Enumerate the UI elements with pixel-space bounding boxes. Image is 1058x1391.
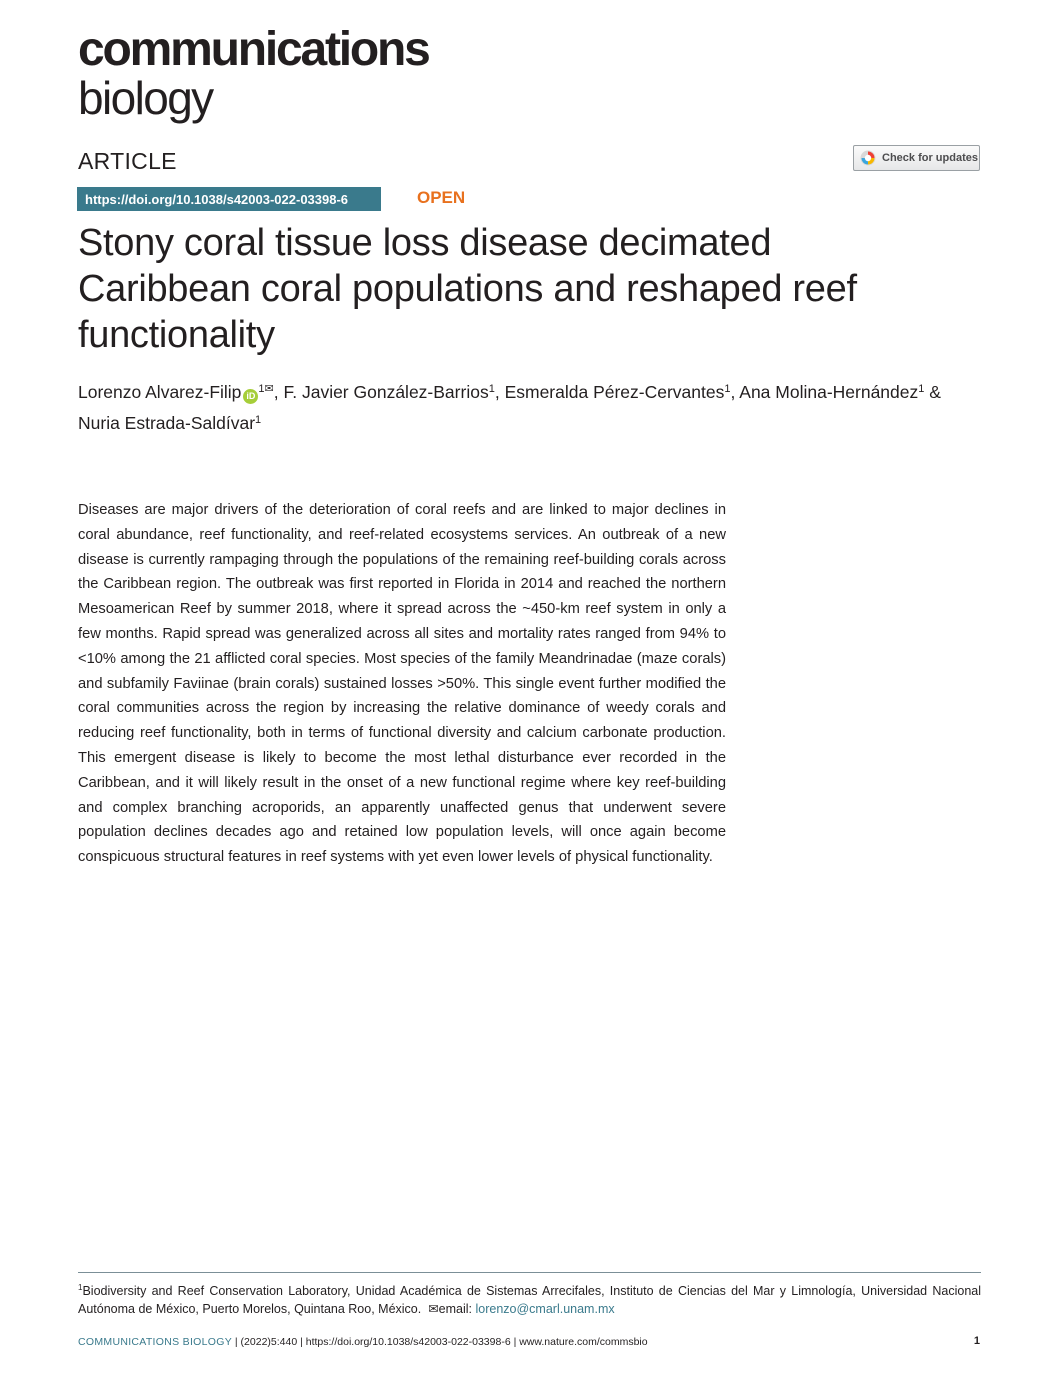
journal-name-line2: biology [78, 72, 213, 124]
journal-name-line1: communications [78, 23, 429, 76]
footer-citation: | (2022)5:440 | https://doi.org/10.1038/s42003-022-03398-6 | www.nature.com/commsbio [232, 1336, 648, 1348]
author-name[interactable]: Ana Molina-Hernández [739, 382, 919, 402]
affiliation-footnote [78, 1279, 981, 1318]
abstract-text: Diseases are major drivers of the deterioration of coral reefs and are linked to major declines in coral abundance, reef functionality, and reef-related ecosystems services. An outbreak of a new disease is currently rampaging through the populations of the remaining reef-building corals across the Caribbean region. The outbreak was first reported in Florida in 2014 and reached the northern Mesoamerican Reef by summer 2018, where it spread across the ~450-km reef system in only a few months. Rapid spread was generalized across all sites and mortality rates ranged from 94% to <10% among the 21 afflicted coral species. Most species of the family Meandrinadae (maze corals) and subfamily Faviinae (brain corals) sustained losses >50%. This single event further modified the coral communities across the region by increasing the relative dominance of weedy corals and reducing reef functionality, both in terms of functional diversity and calcium carbonate production. This emergent disease is likely to become the most lethal disturbance ever recorded in the Caribbean, and it will likely result in the onset of a new functional regime where key reef-building and complex branching acroporids, an apparently unaffected genus that underwent severe population declines decades ago and retained low population levels, will once again become conspicuous structural features in reef systems with yet even lower levels of physical functionality. [78, 502, 726, 866]
email-prefix: ✉email: [428, 1302, 476, 1316]
author-affiliation-mark: 1✉ [258, 383, 274, 395]
check-for-updates-button[interactable] [853, 145, 980, 171]
author-name[interactable]: Nuria Estrada-Saldívar [78, 413, 256, 433]
author-name[interactable]: Esmeralda Pérez-Cervantes [504, 382, 725, 402]
author-name[interactable]: Lorenzo Alvarez-Filip [78, 382, 242, 402]
article-title: Stony coral tissue loss disease decimated Caribbean coral populations and reshaped reef functionality [78, 222, 857, 356]
author-separator: , [730, 382, 740, 402]
email-link[interactable]: lorenzo@cmarl.unam.mx [475, 1302, 615, 1316]
orcid-icon[interactable]: iD [243, 389, 258, 404]
author-affiliation-mark: 1 [488, 383, 495, 395]
open-access-badge: OPEN [417, 188, 466, 207]
article-type-label: ARTICLE [78, 148, 177, 174]
author-affiliation-mark: 1 [724, 383, 731, 395]
author-list [78, 375, 988, 437]
author-separator: & [924, 382, 941, 402]
check-for-updates-label: Check for updates [882, 152, 978, 164]
page-number: 1 [973, 1335, 980, 1347]
crossmark-icon [860, 150, 876, 166]
footer-journal-name[interactable]: COMMUNICATIONS BIOLOGY [78, 1336, 232, 1348]
affiliation-text: Biodiversity and Reef Conservation Laboratory, Unidad Académica de Sistemas Arrecifales, Instituto de Ciencias del Mar y Limnología, Universidad Nacional Autónoma de México, Puerto Morelos, Quintana Roo, México. [78, 1284, 981, 1316]
affiliation-mark: 1 [78, 1283, 83, 1292]
author-name[interactable]: F. Javier González-Barrios [283, 382, 489, 402]
author-separator: , [273, 382, 284, 402]
author-affiliation-mark: 1 [918, 383, 925, 395]
author-separator: , [494, 382, 505, 402]
author-affiliation-mark: 1 [255, 414, 262, 426]
page-footer [78, 1335, 981, 1349]
footnote-divider [78, 1272, 981, 1273]
doi-link[interactable]: https://doi.org/10.1038/s42003-022-03398-6 [77, 187, 381, 211]
